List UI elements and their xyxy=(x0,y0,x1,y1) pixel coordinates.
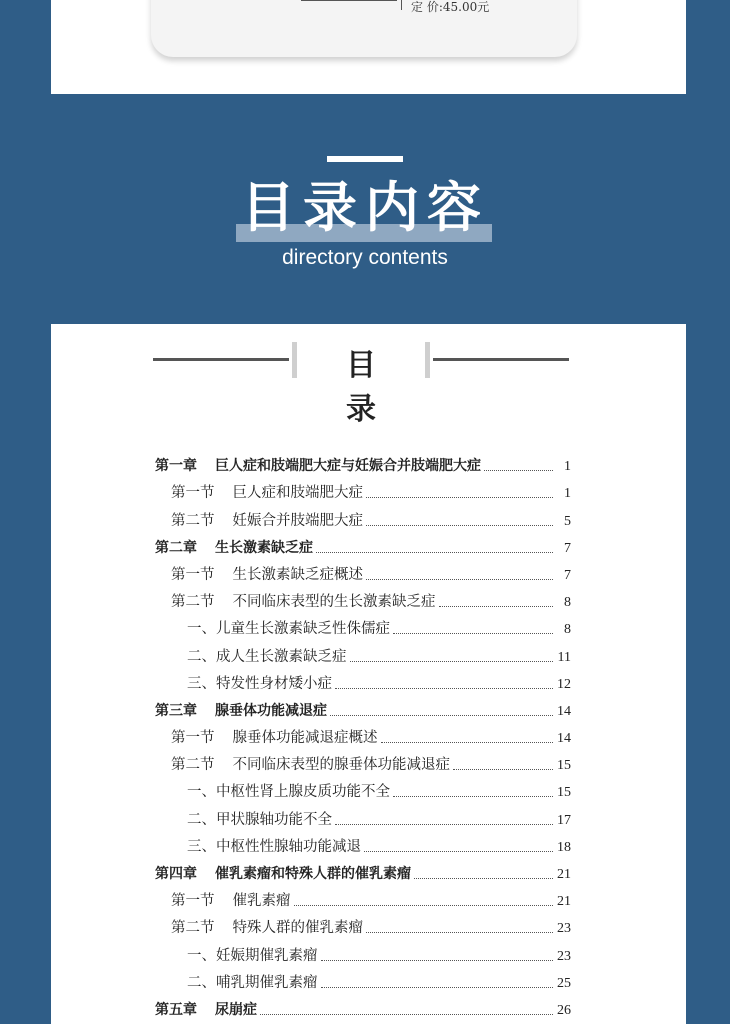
toc-entry-page: 8 xyxy=(564,595,571,611)
toc-entry-page: 7 xyxy=(564,567,571,583)
toc-entry-item xyxy=(155,801,571,828)
toc-entry-title: 特发性身材矮小症 xyxy=(216,675,332,692)
toc-entry-chapter xyxy=(155,530,571,557)
toc-entry-item xyxy=(155,829,571,856)
toc-entry-page: 12 xyxy=(557,676,571,692)
toc-entry-number: 二、 xyxy=(187,974,216,991)
toc-entry-page: 15 xyxy=(557,758,571,774)
toc-leader-dots xyxy=(439,605,554,607)
toc-entry-number: 第一节 xyxy=(171,485,215,502)
toc-leader-dots xyxy=(321,986,554,988)
toc-entry-number: 第一章 xyxy=(155,458,197,475)
toc-entry-title: 腺垂体功能减退症 xyxy=(215,702,327,719)
toc-entry-title: 中枢性肾上腺皮质功能不全 xyxy=(216,784,390,801)
toc-entry-number: 第五章 xyxy=(155,1001,197,1018)
toc-entry-section xyxy=(155,557,571,584)
toc-entry-title: 成人生长激素缺乏症 xyxy=(216,648,347,665)
toc-entry-item xyxy=(155,666,571,693)
toc-entry-chapter xyxy=(155,856,571,883)
toc-entry-number: 第一节 xyxy=(171,730,215,747)
toc-entry-number: 第三章 xyxy=(155,702,197,719)
toc-title-rule-right xyxy=(433,358,569,361)
toc-entry-page: 26 xyxy=(557,1002,571,1018)
toc-entry-section xyxy=(155,502,571,529)
toc-title-bracket-right xyxy=(425,342,430,378)
toc-leader-dots xyxy=(330,714,553,716)
toc-leader-dots xyxy=(366,931,553,933)
toc-panel xyxy=(51,324,686,1024)
section-heading: 目录内容 xyxy=(241,176,489,239)
toc-entry-number: 一、 xyxy=(187,947,216,964)
toc-leader-dots xyxy=(294,904,554,906)
toc-entry-title: 生长激素缺乏症 xyxy=(215,539,313,556)
toc-leader-dots xyxy=(321,959,554,961)
toc-entry-section xyxy=(155,910,571,937)
toc-entry-page: 1 xyxy=(564,459,571,475)
book-price: 定 价:45.00元 xyxy=(411,0,490,14)
book-cover-panel xyxy=(51,0,686,94)
toc-entry-title: 儿童生长激素缺乏性侏儒症 xyxy=(216,621,390,638)
toc-leader-dots xyxy=(366,524,553,526)
toc-leader-dots xyxy=(316,551,553,553)
toc-leader-dots xyxy=(335,687,553,689)
toc-entry-page: 5 xyxy=(564,513,571,529)
section-subheading: directory contents xyxy=(282,246,448,269)
toc-entry-item xyxy=(155,638,571,665)
toc-entry-page: 14 xyxy=(557,731,571,747)
toc-entry-page: 1 xyxy=(564,486,571,502)
toc-entry-number: 第二节 xyxy=(171,594,215,611)
toc-leader-dots xyxy=(453,768,553,770)
toc-entry-number: 第四章 xyxy=(155,866,197,882)
toc-entry-title: 甲状腺轴功能不全 xyxy=(216,811,332,828)
toc-entry-section xyxy=(155,747,571,774)
toc-entry-page: 11 xyxy=(557,649,571,665)
toc-entry-page: 17 xyxy=(557,812,571,828)
toc-entry-chapter xyxy=(155,448,571,475)
toc-entry-title: 巨人症和肢端肥大症 xyxy=(232,485,363,502)
book-divider xyxy=(401,0,402,10)
toc-leader-dots xyxy=(484,469,553,471)
toc-entry-number: 第二节 xyxy=(171,920,215,937)
toc-entry-number: 二、 xyxy=(187,648,216,665)
toc-entry-title: 巨人症和肢端肥大症与妊娠合并肢端肥大症 xyxy=(215,458,481,475)
toc-entry-number: 三、 xyxy=(187,675,216,692)
toc-entry-page: 15 xyxy=(557,785,571,801)
book-image xyxy=(151,0,577,57)
book-imprint-line xyxy=(301,0,397,7)
toc-entry-title: 中枢性性腺轴功能减退 xyxy=(216,838,361,855)
toc-entry-title: 不同临床表型的生长激素缺乏症 xyxy=(232,594,436,611)
toc-leader-dots xyxy=(381,741,554,743)
toc-entry-item xyxy=(155,937,571,964)
toc-entry-title: 不同临床表型的腺垂体功能减退症 xyxy=(232,757,450,774)
toc-entry-page: 14 xyxy=(557,703,571,719)
toc-title-rule-left xyxy=(153,358,289,361)
toc-entry-number: 第一节 xyxy=(171,566,215,583)
toc-entry-page: 23 xyxy=(557,948,571,964)
toc-entry-number: 三、 xyxy=(187,838,216,855)
toc-leader-dots xyxy=(335,823,553,825)
toc-leader-dots xyxy=(260,1013,553,1015)
toc-leader-dots xyxy=(364,850,553,852)
toc-entry-page: 18 xyxy=(557,839,571,855)
toc-title-bracket-left xyxy=(292,342,297,378)
toc-entry-section xyxy=(155,584,571,611)
toc-entry-item xyxy=(155,774,571,801)
toc-entry-item xyxy=(155,965,571,992)
toc-entry-number: 一、 xyxy=(187,621,216,638)
toc-leader-dots xyxy=(350,660,554,662)
toc-entry-chapter xyxy=(155,693,571,720)
toc-title-row xyxy=(153,342,569,427)
toc-entry-title: 特殊人群的催乳素瘤 xyxy=(232,920,363,937)
toc-entry-title: 生长激素缺乏症概述 xyxy=(232,566,363,583)
toc-leader-dots xyxy=(393,632,553,634)
toc-entry-number: 第二章 xyxy=(155,539,197,556)
toc-entry-page: 8 xyxy=(564,622,571,638)
toc-entry-section xyxy=(155,883,571,910)
toc-entry-number: 第二节 xyxy=(171,512,215,529)
toc-entry-page: 21 xyxy=(557,867,571,882)
toc-entry-number: 第一节 xyxy=(171,893,215,910)
toc-leader-dots xyxy=(366,496,553,498)
toc-entries xyxy=(155,448,571,1019)
toc-entry-page: 21 xyxy=(557,894,571,910)
toc-entry-number: 第二节 xyxy=(171,757,215,774)
toc-entry-title: 尿崩症 xyxy=(215,1001,257,1018)
toc-entry-number: 二、 xyxy=(187,811,216,828)
toc-leader-dots xyxy=(366,578,553,580)
toc-entry-page: 25 xyxy=(557,975,571,991)
toc-entry-chapter xyxy=(155,992,571,1019)
toc-entry-title: 催乳素瘤 xyxy=(232,893,291,910)
toc-entry-page: 7 xyxy=(564,540,571,556)
toc-entry-number: 一、 xyxy=(187,784,216,801)
toc-entry-page: 23 xyxy=(557,921,571,937)
toc-entry-section xyxy=(155,475,571,502)
toc-entry-section xyxy=(155,720,571,747)
toc-entry-item xyxy=(155,611,571,638)
toc-entry-title: 腺垂体功能减退症概述 xyxy=(232,730,378,747)
toc-leader-dots xyxy=(414,877,553,879)
toc-entry-title: 催乳素瘤和特殊人群的催乳素瘤 xyxy=(215,866,411,882)
toc-entry-title: 妊娠期催乳素瘤 xyxy=(216,947,318,964)
heading-accent-bar xyxy=(327,156,403,162)
toc-entry-title: 哺乳期催乳素瘤 xyxy=(216,974,318,991)
toc-entry-title: 妊娠合并肢端肥大症 xyxy=(232,512,363,529)
toc-title: 目录 xyxy=(346,348,406,427)
toc-leader-dots xyxy=(393,795,553,797)
